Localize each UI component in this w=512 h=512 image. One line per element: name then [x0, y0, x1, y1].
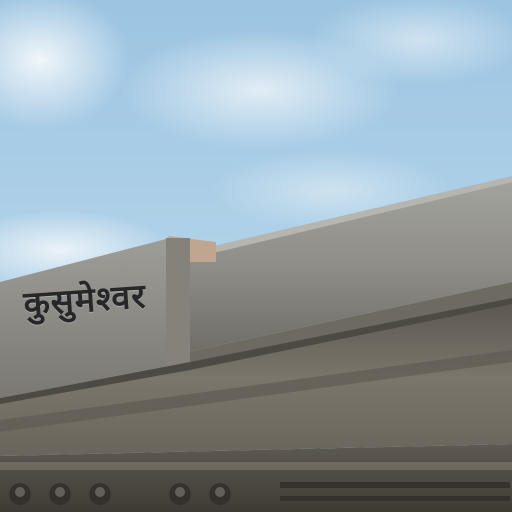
- left-block-side: [166, 238, 190, 364]
- frieze-band: [0, 462, 512, 470]
- carved-frieze: [0, 444, 512, 512]
- devanagari-inscription: कुसुमेश्वर: [22, 276, 148, 325]
